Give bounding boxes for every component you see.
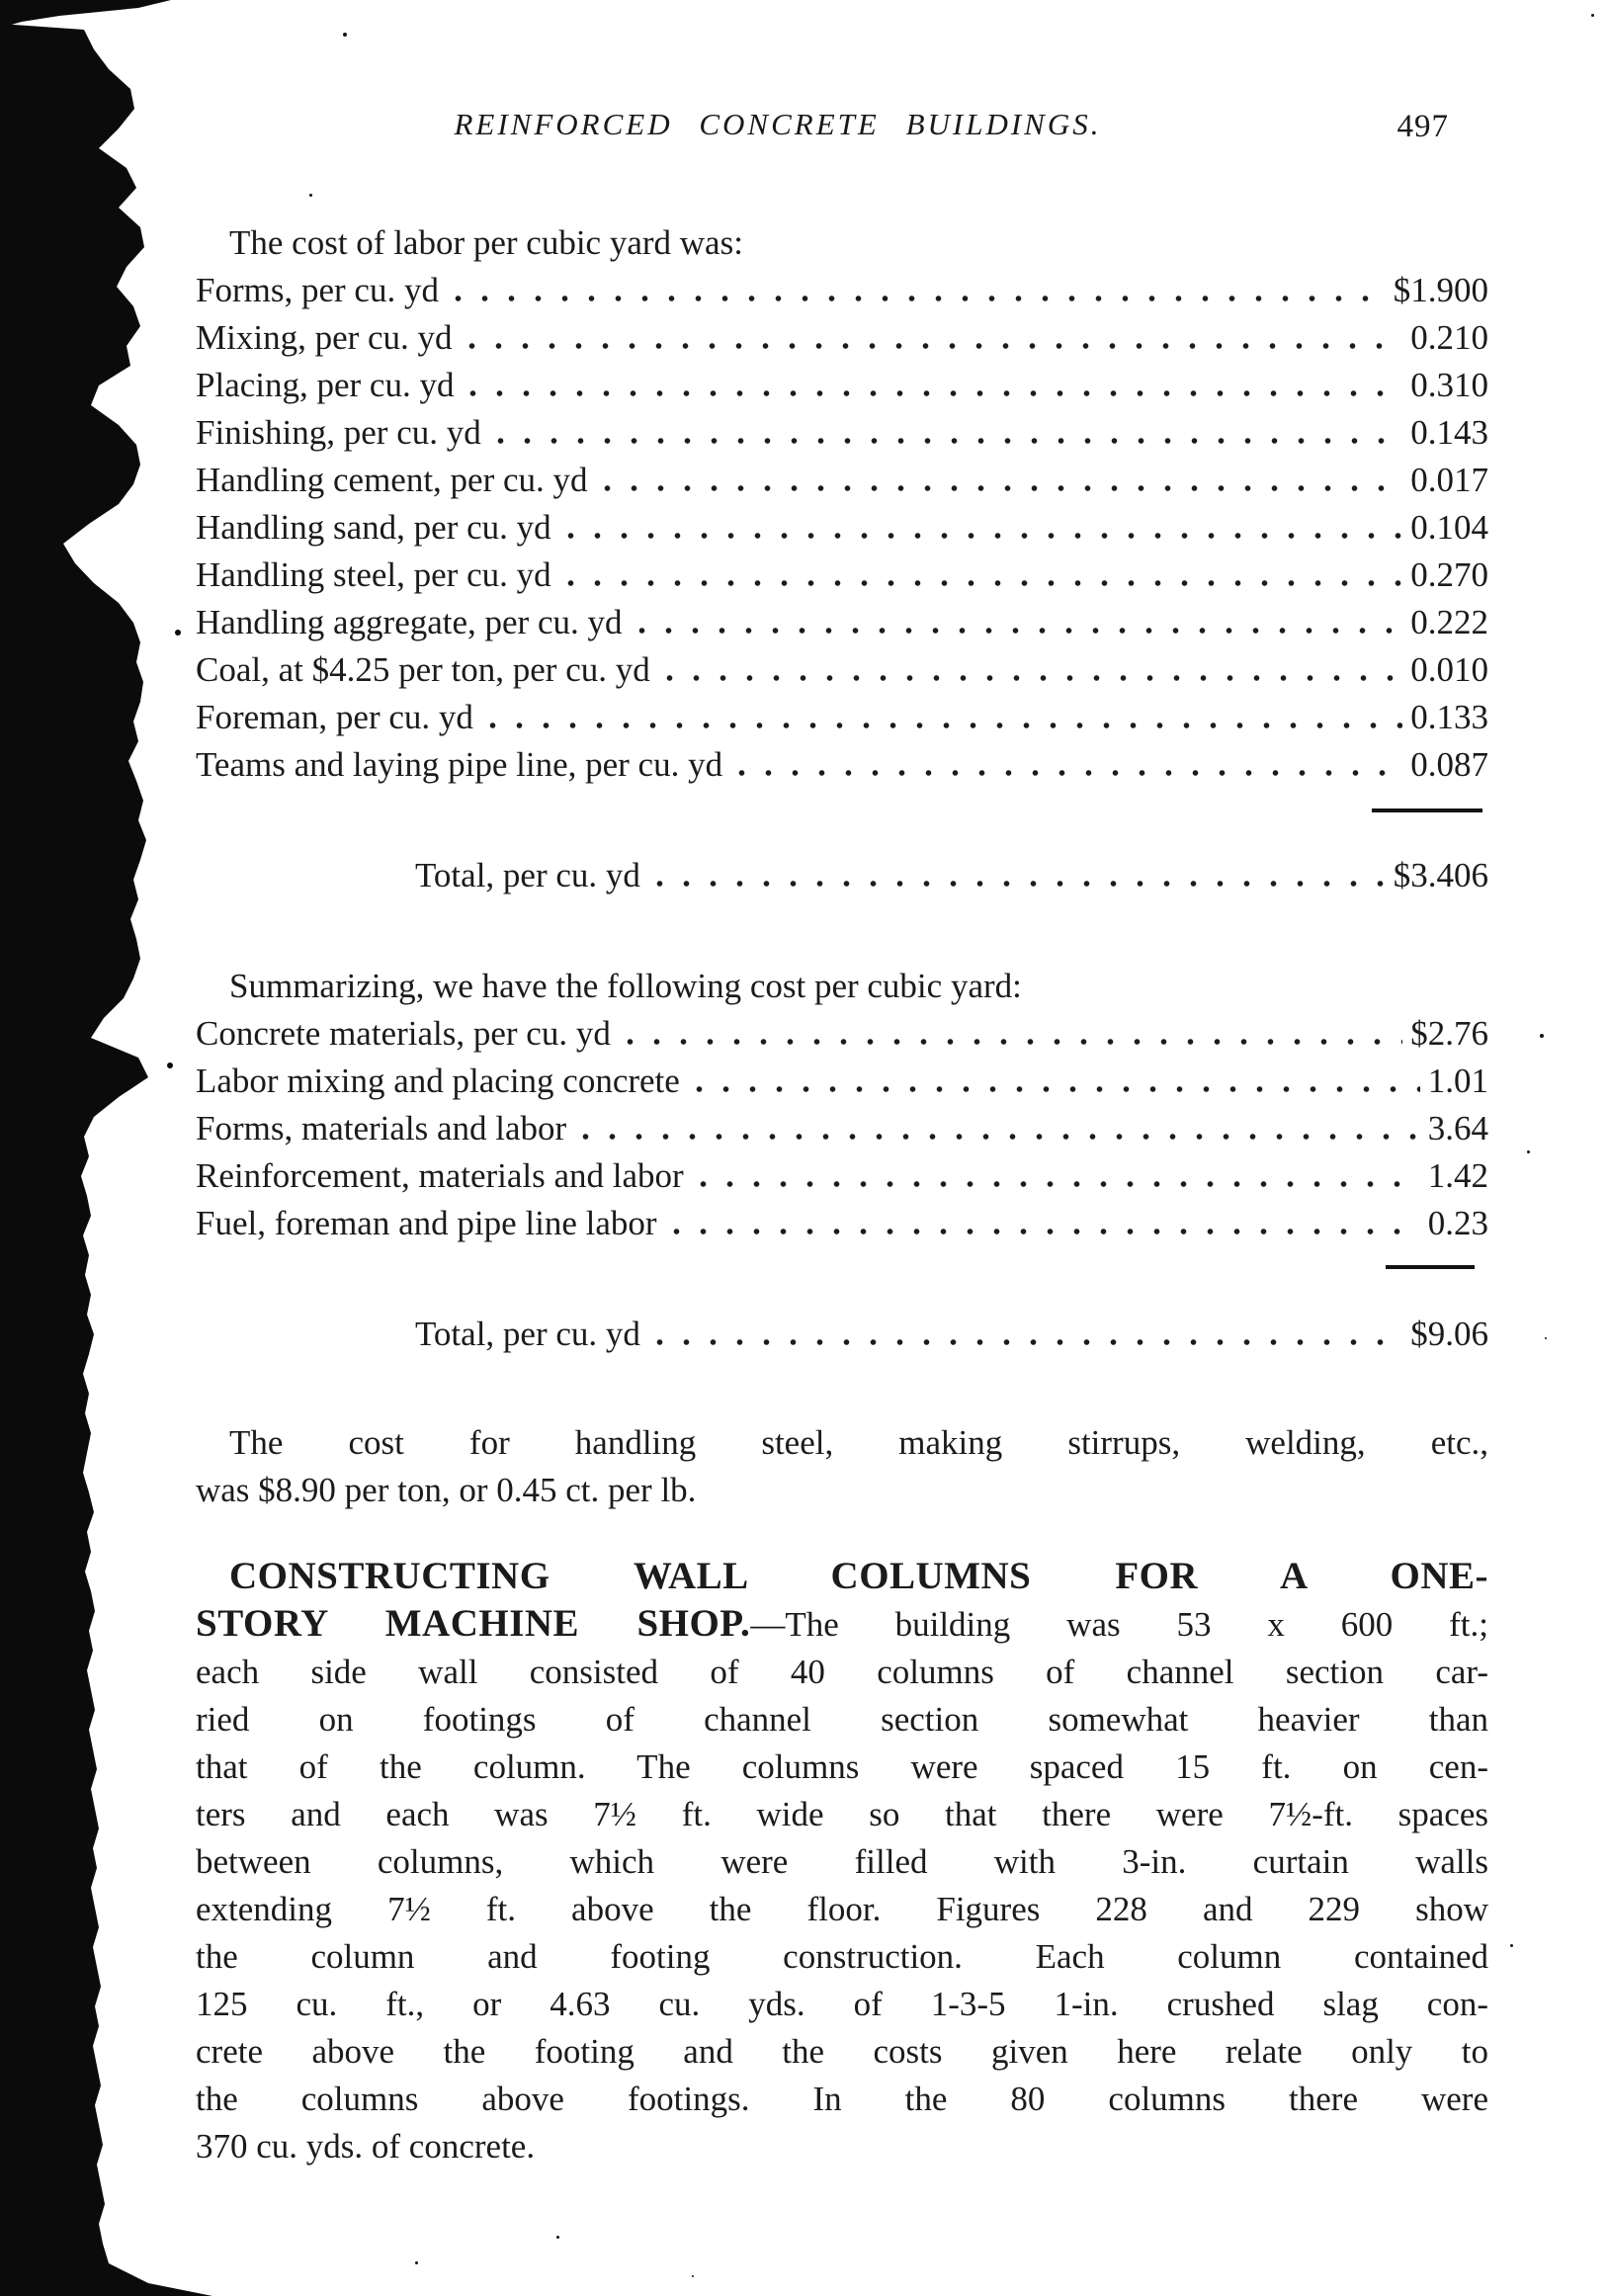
cost-row [196,314,1488,362]
dot-leader [646,1311,1402,1358]
cost-value: 1.01 [1427,1062,1488,1100]
cost-row [196,1010,1488,1058]
cost-value: 0.104 [1410,508,1488,547]
cost-row [196,457,1488,504]
body-line: that of the column. The columns were spaced 15 ft. on cen- [196,1747,1488,1786]
cost-row [196,1152,1488,1200]
section-heading-bold: STORY MACHINE SHOP. [196,1602,751,1645]
cost-row [196,741,1488,789]
cost-label: Handling cement, per cu. yd [196,461,588,499]
total-label: Total, per cu. yd [415,856,640,894]
dot-leader [594,457,1403,504]
cost-row [196,694,1488,741]
cost-value: 0.010 [1410,650,1488,689]
cost-value: 0.133 [1410,698,1488,736]
cost-value: 0.017 [1410,461,1488,499]
cost-value: 1.42 [1427,1156,1488,1195]
body-line: 370 cu. yds. of concrete. [196,2127,536,2166]
cost-label: Handling steel, per cu. yd [196,555,551,594]
labor-cost-table [196,267,1488,899]
ink-speck [1540,1034,1544,1038]
cost-value: 0.210 [1410,318,1488,357]
total-label: Total, per cu. yd [415,1315,640,1353]
body-line: ters and each was 7½ ft. wide so that there were 7½-ft. spaces [196,1795,1488,1833]
ink-speck [692,2275,694,2277]
running-header [196,101,1488,146]
paragraph-line: was $8.90 per ton, or 0.45 ct. per lb. [196,1471,697,1509]
scan-gutter-artifact [0,0,227,2296]
ink-speck [415,2261,418,2264]
dot-leader [479,694,1402,741]
cost-label: Fuel, foreman and pipe line labor [196,1204,657,1242]
cost-label: Teams and laying pipe line, per cu. yd [196,745,723,784]
cost-label: Reinforcement, materials and labor [196,1156,684,1195]
summary-cost-table [196,1010,1488,1358]
cost-row [196,646,1488,694]
steel-cost-paragraph [196,1419,1488,1514]
cost-label: Mixing, per cu. yd [196,318,453,357]
dot-leader [557,504,1403,552]
cost-label: Finishing, per cu. yd [196,413,481,452]
cost-label: Coal, at $4.25 per ton, per cu. yd [196,650,650,689]
section-constructing-wall-columns [196,1553,1488,2170]
cost-label: Forms, materials and labor [196,1109,567,1148]
ink-speck [1545,1337,1547,1339]
cost-label: Foreman, per cu. yd [196,698,473,736]
cost-row [196,1105,1488,1152]
cost-label: Handling aggregate, per cu. yd [196,603,623,641]
cost-row [196,552,1488,599]
ink-speck [1510,1944,1513,1947]
cost-value: 0.310 [1410,366,1488,404]
cost-row [196,409,1488,457]
dot-leader [459,314,1403,362]
cost-row [196,1200,1488,1247]
cost-label: Handling sand, per cu. yd [196,508,551,547]
ink-speck [1591,14,1594,17]
cost-label: Forms, per cu. yd [196,271,439,309]
dot-leader [646,852,1386,899]
cost-value: 0.222 [1410,603,1488,641]
section-heading-rest: —The building was 53 x 600 ft.; [750,1605,1489,1644]
page-number: 497 [1396,109,1449,144]
ink-speck [556,2236,559,2239]
total-row [196,852,1488,899]
cost-value: 0.087 [1410,745,1488,784]
body-line: the column and footing construction. Each column contained [196,1937,1488,1976]
body-line: ried on footings of channel section somewhat heavier than [196,1700,1488,1739]
total-value: $9.06 [1410,1315,1488,1353]
cost-value: 0.23 [1427,1204,1488,1242]
section-heading-line: CONSTRUCTING WALL COLUMNS FOR A ONE- [229,1555,1488,1597]
total-value: $3.406 [1393,856,1488,894]
cost-value: $2.76 [1410,1014,1488,1053]
body-line: extending 7½ ft. above the floor. Figures 228 and 229 show [196,1890,1488,1928]
cost-row [196,362,1488,409]
dot-leader [445,267,1386,314]
dot-leader [690,1152,1420,1200]
body-line: the columns above footings. In the 80 columns there were [196,2080,1488,2118]
total-row [196,1311,1488,1358]
dot-leader [629,599,1403,646]
running-header-title: REINFORCED CONCRETE BUILDINGS. [454,107,1102,141]
cost-value: $1.900 [1393,271,1488,309]
dot-leader [686,1058,1420,1105]
ink-speck [1527,1150,1530,1153]
cost-row [196,504,1488,552]
body-line: crete above the footing and the costs given here relate only to [196,2032,1488,2071]
section-heading-line [196,1600,1488,1649]
total-rule [1372,808,1482,812]
dot-leader [460,362,1402,409]
body-line: 125 cu. ft., or 4.63 cu. yds. of 1-3-5 1-in. crushed slag con- [196,1985,1488,2023]
paragraph-line: The cost for handling steel, making stirrups, welding, etc., [229,1423,1488,1462]
dot-leader [487,409,1403,457]
cost-label: Concrete materials, per cu. yd [196,1014,611,1053]
cost-label: Labor mixing and placing concrete [196,1062,680,1100]
cost-row [196,599,1488,646]
dot-leader [656,646,1402,694]
body-line: each side wall consisted of 40 columns of channel section car- [196,1653,1488,1691]
summary-intro: Summarizing, we have the following cost per cubic yard: [229,967,1022,1005]
cost-value: 0.143 [1410,413,1488,452]
total-rule [1386,1265,1475,1269]
cost-row [196,1058,1488,1105]
cost-value: 0.270 [1410,555,1488,594]
body-line: between columns, which were filled with 3-in. curtain walls [196,1842,1488,1881]
page-content [196,0,1488,2170]
dot-leader [728,741,1402,789]
labor-cost-intro: The cost of labor per cubic yard was: [229,223,743,262]
dot-leader [557,552,1403,599]
cost-row [196,267,1488,314]
dot-leader [663,1200,1420,1247]
dot-leader [572,1105,1420,1152]
cost-label: Placing, per cu. yd [196,366,455,404]
dot-leader [617,1010,1402,1058]
cost-value: 3.64 [1427,1109,1488,1148]
